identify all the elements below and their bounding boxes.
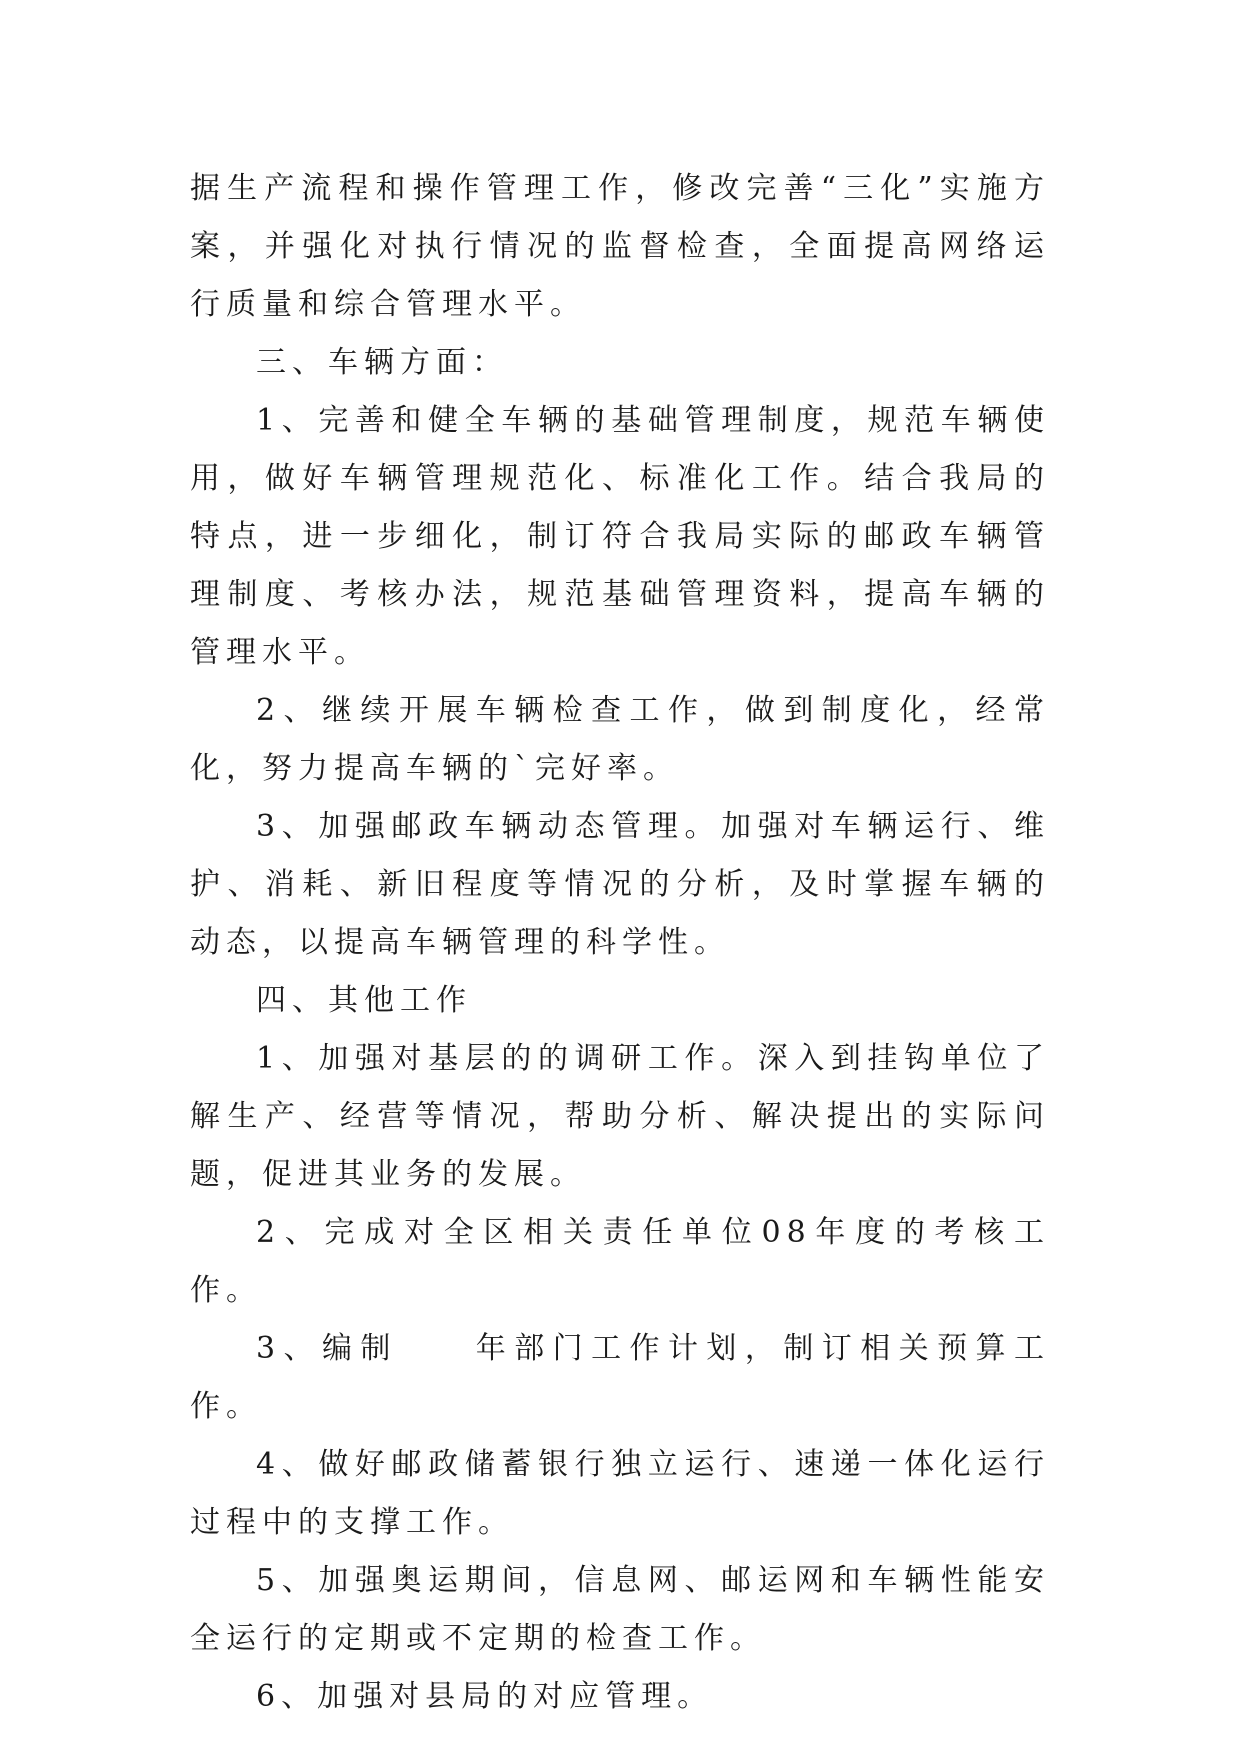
section-heading-vehicles: 三、车辆方面： (256, 345, 508, 380)
paragraph-other-3: 3、编制 年部门工作计划，制订相关预算工作。 (190, 1331, 1050, 1424)
paragraph-vehicles-3: 3、加强邮政车辆动态管理。加强对车辆运行、维护、消耗、新旧程度等情况的分析，及时掌握车辆的动态，以提高车辆管理的科学性。 (190, 809, 1050, 960)
paragraph-vehicles-1: 1、完善和健全车辆的基础管理制度，规范车辆使用，做好车辆管理规范化、标准化工作。结合我局的特点，进一步细化，制订符合我局实际的邮政车辆管理制度、考核办法，规范基础管理资料，提高车辆的管理水平。 (190, 403, 1050, 670)
paragraph-other-2: 2、完成对全区相关责任单位08年度的考核工作。 (190, 1215, 1050, 1308)
paragraph-other-4: 4、做好邮政储蓄银行独立运行、速递一体化运行过程中的支撑工作。 (190, 1447, 1050, 1540)
paragraph-other-5: 5、加强奥运期间，信息网、邮运网和车辆性能安全运行的定期或不定期的检查工作。 (190, 1563, 1050, 1656)
paragraph-other-6: 6、加强对县局的对应管理。 (256, 1679, 714, 1714)
paragraph-continuation: 据生产流程和操作管理工作，修改完善“三化”实施方案，并强化对执行情况的监督检查，全面提高网络运行质量和综合管理水平。 (190, 171, 1050, 322)
section-heading-other-work: 四、其他工作 (256, 983, 472, 1018)
document-body (190, 160, 1050, 1726)
paragraph-other-1: 1、加强对基层的的调研工作。深入到挂钩单位了解生产、经营等情况，帮助分析、解决提出的实际问题，促进其业务的发展。 (190, 1041, 1050, 1192)
paragraph-vehicles-2: 2、继续开展车辆检查工作，做到制度化，经常化，努力提高车辆的`完好率。 (190, 693, 1050, 786)
